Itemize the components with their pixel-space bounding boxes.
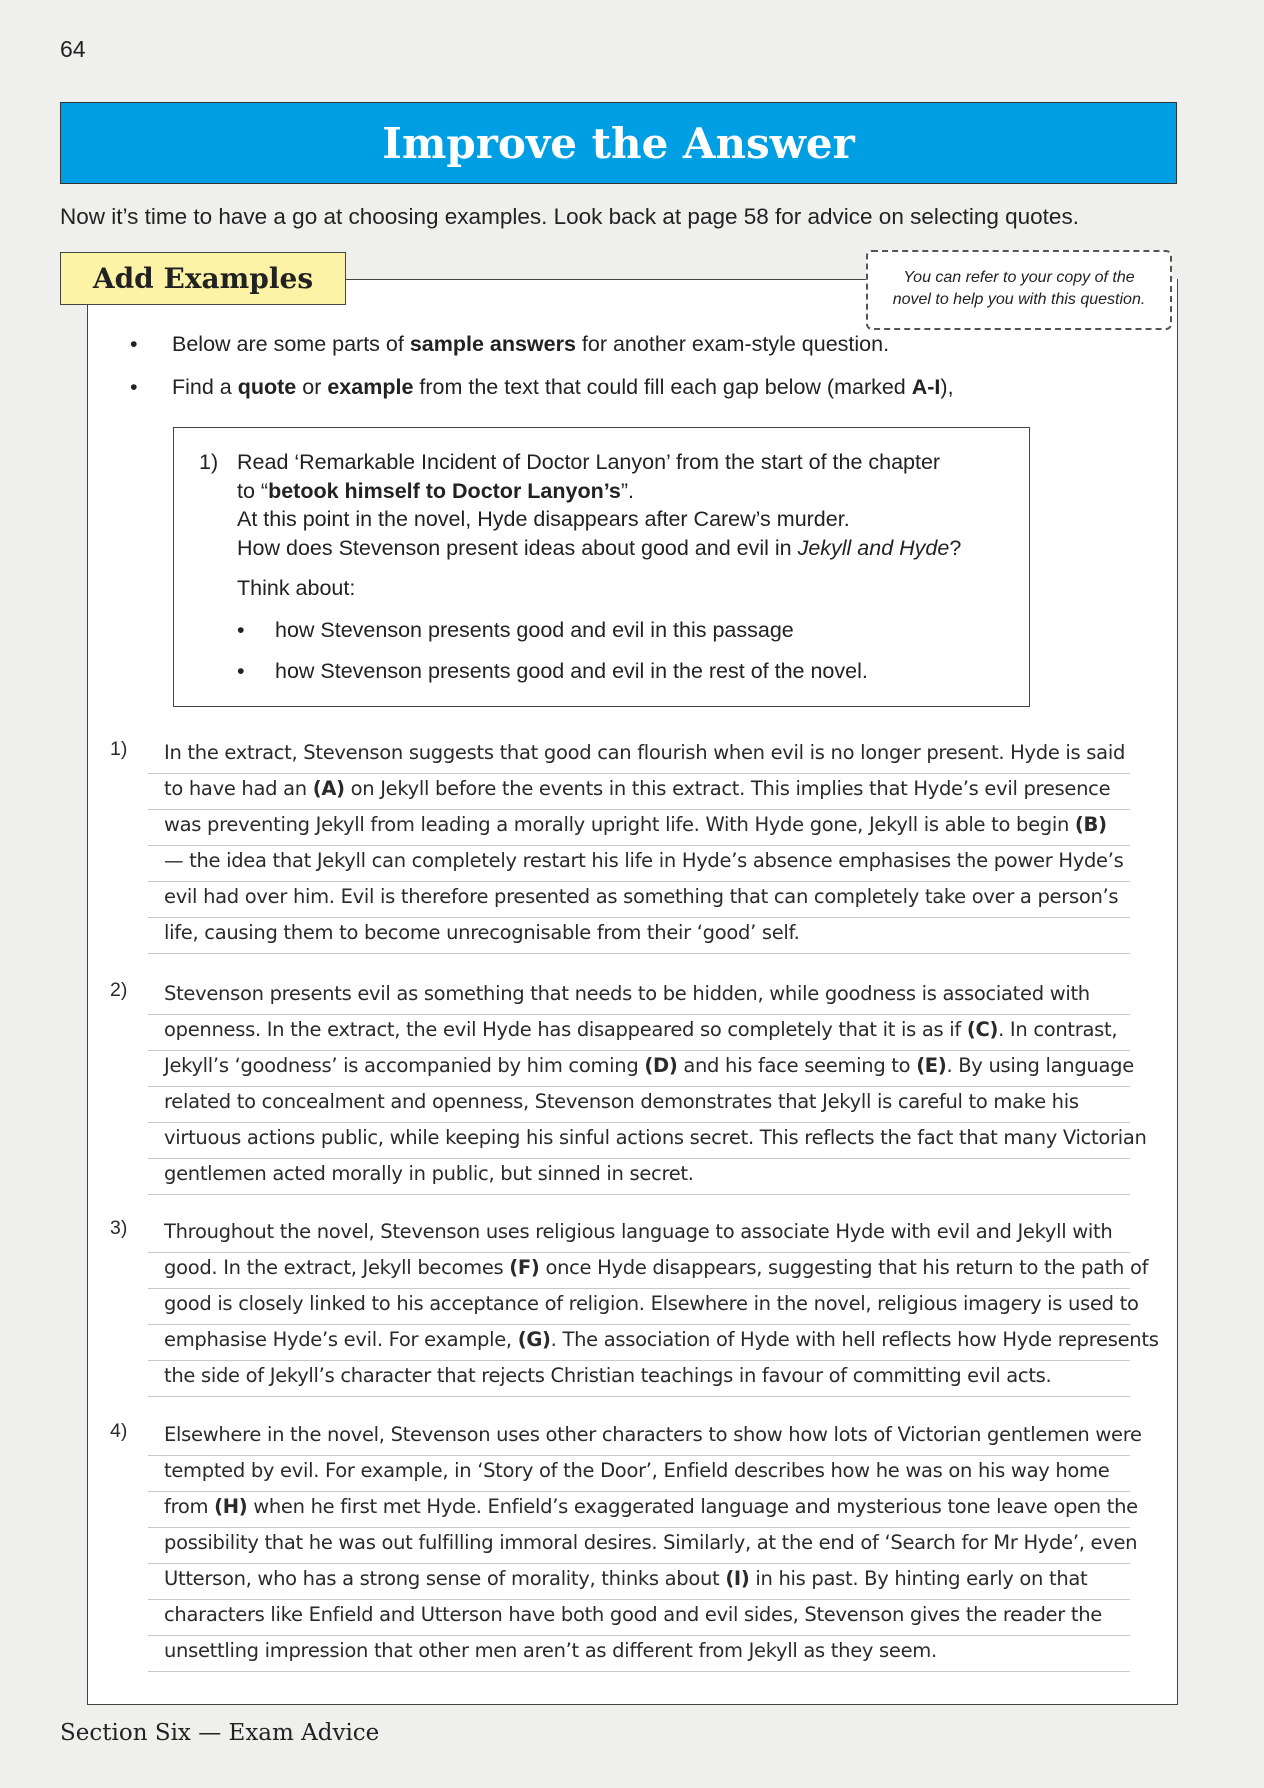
gap-marker: (D) [644, 1054, 678, 1077]
answer-line [148, 1015, 1130, 1051]
question-text [237, 448, 997, 686]
bold-text: betook himself to Doctor Lanyon’s [268, 478, 621, 503]
answer-line [148, 1600, 1130, 1636]
question-line: At this point in the novel, Hyde disappears after Carew’s murder. [237, 507, 850, 531]
section-heading: Add Examples [92, 262, 314, 295]
text: unsettling impression that other men aren’t as different from Jekyll as they seem. [164, 1639, 937, 1662]
text: ), [940, 375, 954, 399]
answer-line [148, 1051, 1134, 1087]
text: gentlemen acted morally in public, but sinned in secret. [164, 1162, 694, 1185]
gap-marker: (A) [312, 777, 345, 800]
text: ? [949, 535, 962, 560]
text: the side of Jekyll’s character that rejects Christian teachings in favour of committing evil acts. [164, 1364, 1052, 1387]
intro-text: Now it’s time to have a go at choosing examples. Look back at page 58 for advice on selecting quotes. [60, 204, 1079, 229]
answer-line [148, 1420, 1142, 1456]
answer-line [148, 1456, 1130, 1492]
answer-paragraph [110, 1420, 1142, 1672]
hint-note [866, 250, 1172, 330]
text: once Hyde disappears, suggesting that his return to the path of [539, 1256, 1149, 1279]
footer-section-label: Section Six — Exam Advice [60, 1720, 380, 1746]
instruction-bullet: • Below are some parts of sample answers for another exam-style question. [130, 332, 890, 356]
page-number: 64 [60, 36, 86, 62]
hint-line: novel to help you with this question. [892, 291, 1146, 308]
answer-line [148, 1289, 1139, 1325]
text: In the extract, Stevenson suggests that good can flourish when evil is no longer present. Hyde is said [164, 741, 1126, 764]
text: possibility that he was out fulfilling immoral desires. Similarly, at the end of ‘Search for Mr Hyde’, even [164, 1531, 1138, 1554]
text: virtuous actions public, while keeping his sinful actions secret. This reflects the fact that many Victorian [164, 1126, 1147, 1149]
text: and his face seeming to [677, 1054, 917, 1077]
answer-paragraph [110, 1217, 1159, 1397]
answer-line [148, 1361, 1130, 1397]
gap-marker: (C) [966, 1018, 999, 1041]
answer-line [148, 1636, 1130, 1672]
italic-text: Jekyll and Hyde [797, 535, 950, 560]
text: Elsewhere in the novel, Stevenson uses other characters to show how lots of Victorian gentlemen were [164, 1423, 1142, 1446]
page-title: Improve the Answer [382, 118, 855, 168]
text: when he first met Hyde. Enfield’s exaggerated language and mysterious tone leave open the [247, 1495, 1138, 1518]
question-line: Read ‘Remarkable Incident of Doctor Lanyon’ from the start of the chapter [237, 450, 941, 474]
text: Utterson, who has a strong sense of morality, thinks about [164, 1567, 726, 1590]
hint-line: You can refer to your copy of the [903, 269, 1135, 286]
answer-line [148, 1217, 1130, 1253]
text: on Jekyll before the events in this extract. This implies that Hyde’s evil presence [344, 777, 1111, 800]
question-point: • how Stevenson presents good and evil in this passage [237, 617, 794, 642]
answer-paragraph [110, 738, 1130, 954]
answer-line [148, 774, 1130, 810]
text: in his past. By hinting early on that [749, 1567, 1088, 1590]
answer-line [148, 1564, 1130, 1600]
text: Throughout the novel, Stevenson uses religious language to associate Hyde with evil and Jekyll with [164, 1220, 1113, 1243]
text: evil had over him. Evil is therefore presented as something that can completely take over a person’s [164, 885, 1119, 908]
question-number: 1) [199, 450, 219, 474]
answer-line [148, 1123, 1147, 1159]
instruction-bullet: • Find a quote or example from the text that could fill each gap below (marked A-I), [130, 375, 954, 399]
answer-line [148, 1159, 1130, 1195]
gap-marker: (F) [509, 1256, 540, 1279]
think-about: Think about: [237, 576, 356, 600]
answer-line [148, 810, 1130, 846]
question-line [237, 534, 997, 563]
text: how Stevenson presents good and evil in the rest of the novel. [275, 659, 868, 683]
text: How does Stevenson present ideas about good and evil in [237, 535, 798, 560]
text: from [164, 1495, 215, 1518]
text: good is closely linked to his acceptance of religion. Elsewhere in the novel, religious imagery is used to [164, 1292, 1139, 1315]
text: how Stevenson presents good and evil in this passage [275, 617, 794, 642]
answer-number: 2) [110, 979, 128, 1001]
text: . By using language [946, 1054, 1134, 1077]
text: . The association of Hyde with hell reflects how Hyde represents [550, 1328, 1159, 1351]
text: characters like Enfield and Utterson have both good and evil sides, Stevenson gives the reader the [164, 1603, 1102, 1626]
frame-top-rule [346, 279, 866, 280]
bold-text: A-I [911, 375, 941, 399]
answer-line [148, 1528, 1138, 1564]
text: Below are some parts of [172, 332, 410, 356]
text: related to concealment and openness, Stevenson demonstrates that Jekyll is careful to make his [164, 1090, 1079, 1113]
question-point: • how Stevenson presents good and evil in the rest of the novel. [237, 659, 868, 683]
answer-line [148, 979, 1130, 1015]
answer-number: 1) [110, 738, 128, 760]
answer-line [148, 1253, 1149, 1289]
text: . In contrast, [998, 1018, 1118, 1041]
text: ”. [620, 478, 635, 503]
text: life, causing them to become unrecognisable from their ‘good’ self. [164, 921, 800, 944]
bold-text: quote [237, 375, 297, 399]
question-box [173, 427, 1030, 707]
text: tempted by evil. For example, in ‘Story of the Door’, Enfield describes how he was on his way home [164, 1459, 1110, 1482]
text: to have had an [164, 777, 313, 800]
text: from the text that could fill each gap below (marked [413, 375, 912, 399]
text: — the idea that Jekyll can completely restart his life in Hyde’s absence emphasises the power Hyde’s [164, 849, 1124, 872]
text: for another exam-style question. [575, 332, 890, 356]
bold-text: example [327, 375, 414, 399]
answer-line [148, 882, 1130, 918]
section-heading-box [60, 252, 346, 305]
answer-paragraph [110, 979, 1147, 1195]
bold-text: sample answers [409, 332, 576, 356]
title-banner [60, 102, 1177, 184]
gap-marker: (B) [1074, 813, 1107, 836]
text: or [296, 375, 328, 399]
text: Jekyll’s ‘goodness’ is accompanied by him coming [164, 1054, 645, 1077]
text: was preventing Jekyll from leading a morally upright life. With Hyde gone, Jekyll is able to begin [164, 813, 1075, 836]
gap-marker: (H) [214, 1495, 248, 1518]
text: openness. In the extract, the evil Hyde has disappeared so completely that it is as if [164, 1018, 967, 1041]
text: Find a [172, 375, 238, 399]
answer-number: 3) [110, 1217, 128, 1239]
answer-line [148, 1087, 1130, 1123]
answer-line [148, 1325, 1159, 1361]
question-line [237, 477, 997, 506]
answer-line [148, 738, 1130, 774]
text: emphasise Hyde’s evil. For example, [164, 1328, 518, 1351]
answer-number: 4) [110, 1420, 128, 1442]
text: to “ [237, 478, 269, 503]
text: good. In the extract, Jekyll becomes [164, 1256, 510, 1279]
gap-marker: (G) [517, 1328, 551, 1351]
answer-line [148, 846, 1130, 882]
gap-marker: (E) [916, 1054, 947, 1077]
text: Stevenson presents evil as something that needs to be hidden, while goodness is associated with [164, 982, 1090, 1005]
answer-line [148, 1492, 1138, 1528]
gap-marker: (I) [725, 1567, 750, 1590]
answer-line [148, 918, 1130, 954]
